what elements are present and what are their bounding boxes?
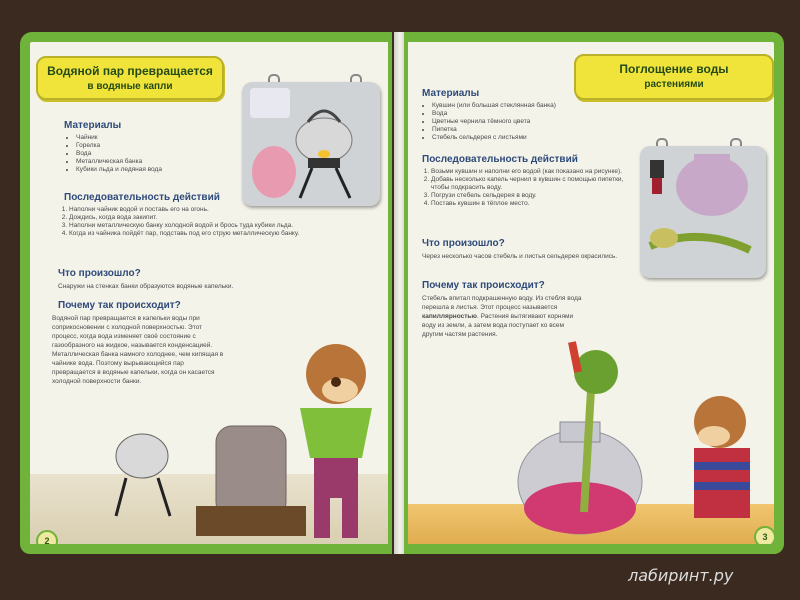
right-title-line2: растениями	[644, 79, 704, 90]
page-number: 2	[36, 530, 58, 552]
list-item: 3. Погрузи стебель сельдерея в воду.	[431, 192, 635, 200]
list-item: 1. Возьми кувшин и наполни его водой (как показано на рисунке).	[431, 168, 635, 176]
list-item: 3. Наполни металлическую банку холодной водой и брось туда кубики льда.	[69, 222, 369, 230]
why-text-part: Стебель впитал подкрашенную воду. Из стебля вода перешла в листья. Этот процесс называется	[422, 295, 582, 311]
left-sequence-heading: Последовательность действий	[64, 192, 220, 203]
right-what-heading: Что произошло?	[422, 238, 505, 249]
list-item: 4. Когда из чайника пойдёт пар, подставь под его струю металлическую банку.	[69, 230, 369, 238]
list-item: 2. Дождись, когда вода закипит.	[69, 214, 369, 222]
list-item: 1. Наполни чайник водой и поставь его на огонь.	[69, 206, 369, 214]
list-item: • Горелка	[76, 142, 246, 150]
list-item: • Кубики льда и ледяная вода	[76, 166, 246, 174]
list-item: 2. Добавь несколько капель чернил в кувшин с помощью пипетки, чтобы подкрасить воду.	[431, 176, 635, 192]
list-item: • Пипетка	[432, 126, 622, 134]
right-what-text: Через несколько часов стебель и листья сельдерея окрасились.	[422, 253, 618, 260]
celery-photo	[640, 146, 766, 278]
left-why-text: Водяной пар превращается в капельки воды при соприкосновении с холодной поверхностью. Этот процесс, когда вода изменяет своё состояние с газообразного на жидкое, называется конденсацией. Металлическая банка намного холоднее, чем кипящая в чайнике вода. Поэтому вырывающийся пар превращается в водяные капельки, когда он касается холодной поверхности банки.	[52, 315, 224, 385]
right-title-line1: Поглощение воды	[619, 62, 729, 76]
why-text-term: капиллярностью	[422, 313, 477, 320]
list-item: • Металлическая банка	[76, 158, 246, 166]
left-page	[20, 32, 392, 554]
list-item: • Вода	[76, 150, 246, 158]
jar-celery-bear-illustration	[508, 332, 778, 552]
right-steps-list	[420, 168, 635, 208]
watermark: лабиринт.ру	[628, 566, 734, 585]
left-title-banner	[36, 56, 224, 100]
left-title-line1: Водяной пар превращается	[47, 64, 213, 78]
left-steps-list	[58, 206, 369, 238]
page-number: 3	[754, 526, 776, 548]
left-materials-list	[66, 134, 246, 174]
left-what-text: Снаружи на стенках банки образуются водяные капельки.	[58, 283, 234, 290]
kettle-photo	[242, 82, 380, 206]
list-item: • Вода	[432, 110, 622, 118]
list-item: • Кувшин (или большая стеклянная банка)	[432, 102, 622, 110]
list-item: • Цветные чернила тёмного цвета	[432, 118, 622, 126]
kettle-on-burner-illustration	[242, 82, 380, 206]
left-what-heading: Что произошло?	[58, 268, 141, 279]
bear-character	[284, 338, 392, 548]
why-text-part: . Растения вытягивают корнями воду из земли, а затем вода поступает ко всем другим частям растения.	[422, 313, 574, 338]
right-why-heading: Почему так происходит?	[422, 280, 545, 291]
right-title-banner	[574, 54, 774, 100]
list-item: • Стебель сельдерея с листьями	[432, 134, 622, 142]
right-materials-list	[422, 102, 622, 142]
right-page	[404, 32, 784, 554]
left-why-heading: Почему так происходит?	[58, 300, 181, 311]
left-title-line2: в водяные капли	[87, 81, 173, 92]
list-item: • Чайник	[76, 134, 246, 142]
left-materials-heading: Материалы	[64, 120, 122, 131]
list-item: 4. Поставь кувшин в тёплое место.	[431, 200, 635, 208]
ink-jar-celery-illustration	[640, 146, 766, 278]
right-materials-heading: Материалы	[422, 88, 480, 99]
right-sequence-heading: Последовательность действий	[422, 154, 578, 165]
